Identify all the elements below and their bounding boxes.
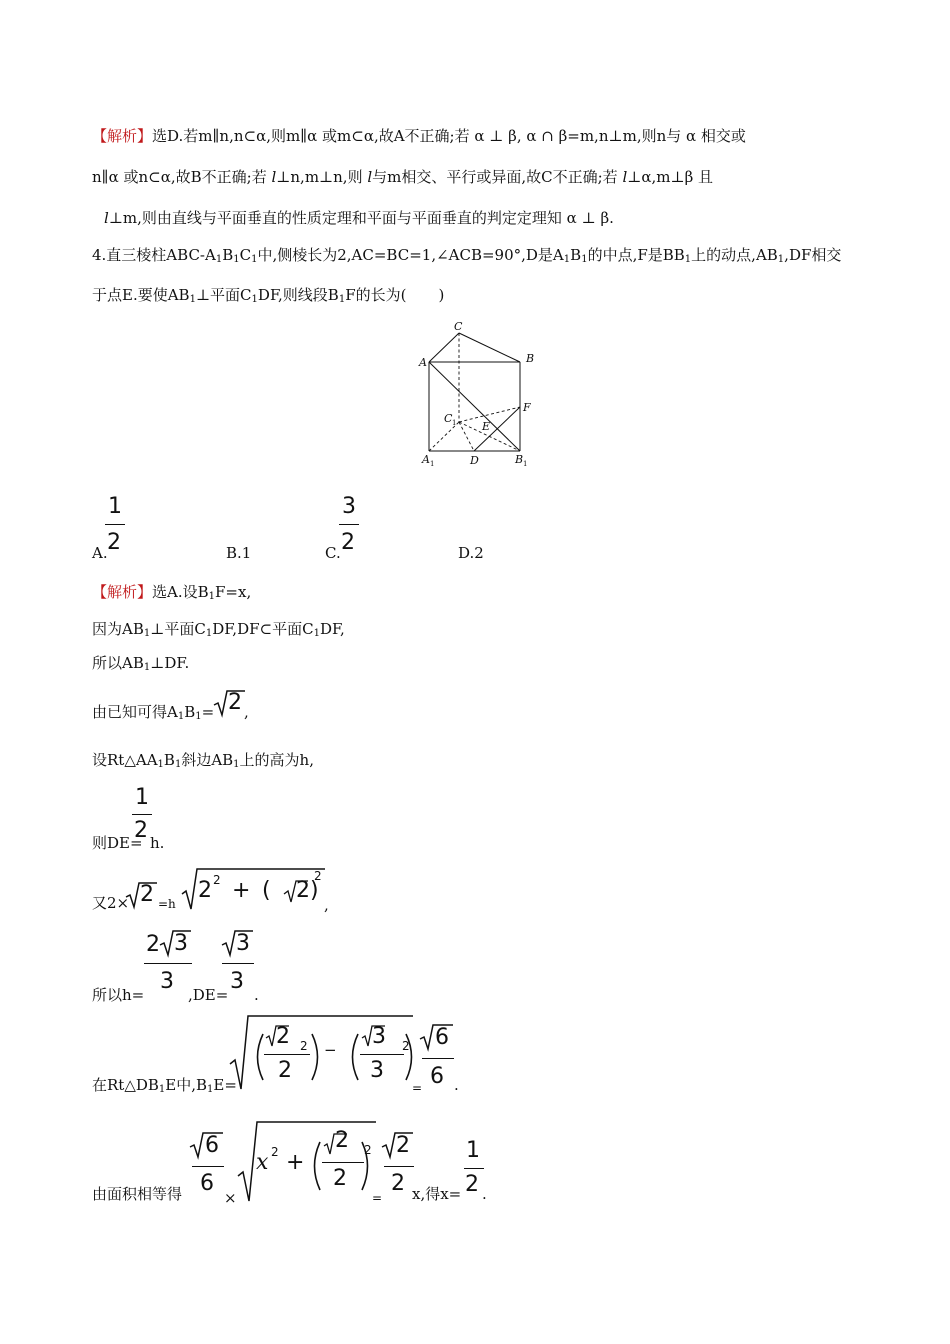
option-b: B.1 [226, 544, 252, 562]
question-4-line-2: 于点E.要使$AB_1\perp$平面$C_1DF$,则线段$B_1F$的长为( ) [92, 286, 445, 305]
label-A: A [419, 356, 427, 369]
option-d: D.2 [458, 544, 484, 562]
label-A1: A [422, 453, 430, 466]
svg-text:1: 1 [523, 460, 528, 468]
option-c-denominator: 2 [341, 530, 355, 555]
prism-figure [412, 314, 548, 470]
label-D: D [470, 454, 479, 467]
h-fraction-bar [144, 963, 192, 964]
prev-analysis-line-1: 【解析】选D.若m∥n,n⊂α,则m∥α 或m⊂α,故A不正确;若 α ⊥ β, α ∩ β=m,n⊥m,则n与 α 相交或 [92, 127, 746, 145]
de-value-fraction-bar [222, 963, 254, 964]
option-c: C. [325, 544, 341, 562]
label-B: B [526, 352, 535, 365]
de-frac-num: 1 [135, 785, 149, 810]
label-F: F [523, 401, 531, 414]
option-a-fraction-bar [105, 524, 125, 525]
solution-line-1: 【解析】选A.设$B_1F=x$, [92, 583, 252, 602]
svg-text:1: 1 [430, 460, 435, 468]
solution-line-7: 又2× [92, 894, 130, 912]
svg-text:1: 1 [452, 419, 457, 427]
solution-line-5: 设$Rt\triangle AA_1B_1$斜边$AB_1$上的高为h, [92, 751, 314, 770]
de-frac-den: 2 [134, 818, 148, 843]
solution-line-4: 由已知可得$A_1B_1=$ [92, 703, 215, 722]
label-E: E [482, 420, 491, 433]
solution-line-3: 所以$AB_1\perp DF$. [92, 654, 190, 673]
option-c-fraction-bar [339, 524, 359, 525]
option-a-denominator: 2 [107, 530, 121, 555]
solution-line-6: 则DE= [92, 834, 143, 852]
prev-analysis-line-3: l⊥m,则由直线与平面垂直的性质定理和平面与平面垂直的判定定理知 α ⊥ β. [104, 209, 614, 227]
option-a: A. [92, 544, 108, 562]
option-a-numerator: 1 [108, 494, 122, 519]
question-4-line-1: 4.直三棱柱ABC-$A_1B_1C_1$中,侧棱长为2,AC=BC=1,∠ACB=90°,D是$A_1B_1$的中点,F是$BB_1$上的动点$,AB_1,DF$相交 [92, 246, 842, 265]
analysis-tag: 【解析】 [92, 127, 153, 145]
solution-line-8: 所以h= [92, 986, 145, 1004]
solution-tag: 【解析】 [92, 583, 153, 601]
solution-line-10: 由面积相等得 [92, 1185, 183, 1203]
label-C1: C [444, 412, 453, 425]
solution-line-2: 因为$AB_1\perp$平面$C_1DF,DF\subset$平面$C_1DF$, [92, 620, 345, 639]
label-C: C [454, 320, 463, 333]
sqrt2-value-a: 2 [228, 690, 242, 715]
solution-line-9: 在$Rt\triangle DB_1E$中$,B_1E=$ [92, 1076, 237, 1095]
prev-analysis-line-2: n∥α 或n⊂α,故B不正确;若 l⊥n,m⊥n,则 l与m相交、平行或异面,故C不正确;若 l⊥α,m⊥β 且 [92, 168, 714, 186]
label-B1: B [515, 453, 524, 466]
de-fraction-bar [132, 814, 152, 815]
b1e-big-radical [228, 1012, 418, 1092]
option-c-numerator: 3 [342, 494, 356, 519]
